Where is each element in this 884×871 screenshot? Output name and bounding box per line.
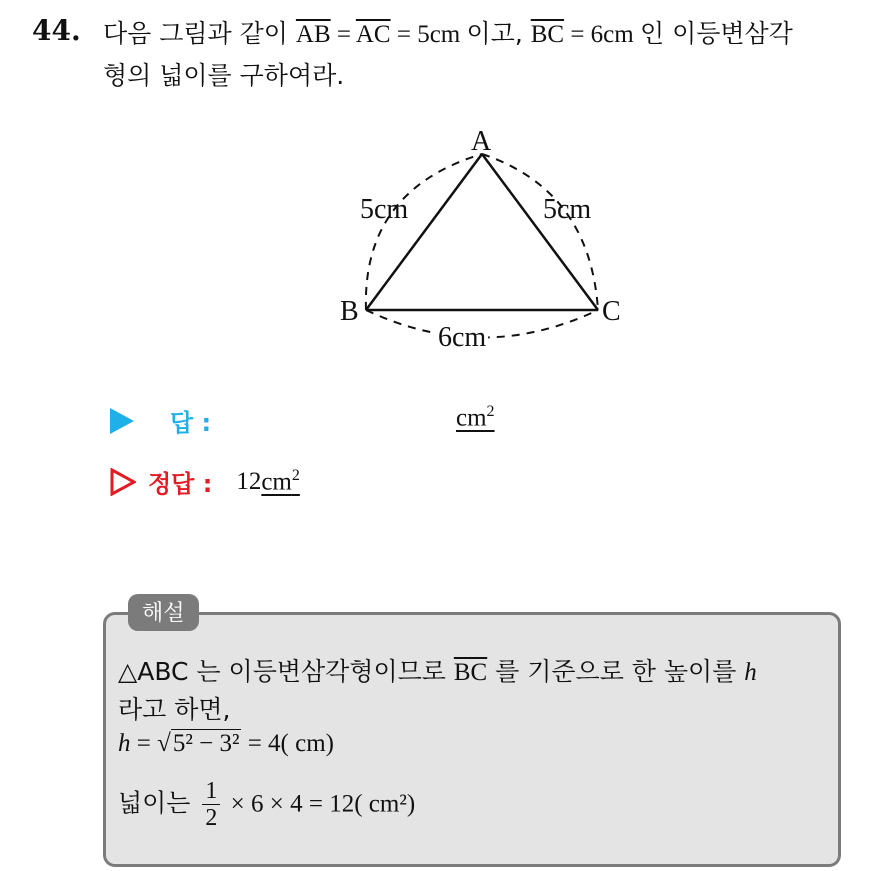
question-line-2: 형의 넓이를 구하여라. (103, 61, 345, 90)
outline-arrow-icon (110, 468, 136, 496)
fraction-denominator: 2 (205, 805, 218, 831)
question-line-1 (103, 14, 793, 50)
answer-unit-text: cm (456, 404, 487, 432)
segment-ac: $\overline{AC}$ (355, 21, 391, 48)
correct-answer-label: 정답 : (148, 470, 213, 498)
correct-answer-row (110, 464, 300, 499)
area-result: × 6 × 4 = 12( cm²) (224, 790, 416, 818)
vertex-c-label: C (602, 296, 621, 327)
explanation-text: △ABC 는 이등변삼각형이므로 (118, 657, 454, 686)
segment-ab: $\overline{AB}$ (295, 21, 331, 48)
side-ac-line (482, 154, 598, 310)
question-text-part: 이고, (466, 19, 531, 48)
answer-label: 답 : (170, 409, 212, 437)
explanation-tag: 해설 (128, 594, 199, 631)
explanation-text: 를 기준으로 한 높이를 (487, 657, 745, 686)
side-ac-label: 5cm (543, 194, 592, 225)
fraction-numerator: 1 (202, 778, 220, 805)
question-text-part: 다음 그림과 같이 (103, 19, 296, 48)
correct-answer-value: 12 (236, 467, 262, 495)
sqrt-expression: √5² − 3² (157, 730, 240, 757)
answer-unit-exponent: 2 (486, 403, 495, 420)
side-ab-line (366, 154, 482, 310)
explanation-text: 넓이는 (118, 788, 199, 818)
sqrt-radicand: 5² − 3² (172, 730, 240, 757)
height-variable: h (118, 730, 131, 757)
side-length-5: = 5cm (390, 21, 467, 48)
equals-sign: = (330, 21, 356, 48)
answer-unit (456, 403, 495, 432)
side-length-6: = 6cm (564, 21, 640, 48)
play-arrow-icon (110, 408, 134, 434)
explanation-line-2: 라고 하면, (118, 695, 231, 724)
correct-unit-text: cm (261, 468, 292, 496)
explanation-line-4 (118, 778, 415, 831)
triangle-figure (300, 120, 640, 370)
equals-sign: = (130, 730, 158, 757)
side-bc-label: 6cm (438, 322, 487, 353)
vertex-a-label: A (471, 126, 492, 157)
correct-answer-unit (261, 467, 300, 496)
explanation-line-3 (118, 730, 334, 758)
side-ab-label: 5cm (360, 194, 409, 225)
question-number: 44. (32, 14, 81, 47)
correct-unit-exponent: 2 (291, 466, 300, 484)
height-result: = 4( cm) (241, 730, 334, 757)
answer-row (110, 403, 211, 438)
height-variable: h (744, 659, 757, 686)
vertex-b-label: B (340, 296, 359, 327)
segment-bc: $\overline{BC}$ (530, 21, 565, 48)
fraction-one-half (202, 778, 220, 831)
explanation-segment-bc: $\overline{BC}$ (453, 659, 488, 686)
question-text-part: 인 이등변삼각 (639, 19, 793, 48)
explanation-line-1 (118, 652, 757, 688)
